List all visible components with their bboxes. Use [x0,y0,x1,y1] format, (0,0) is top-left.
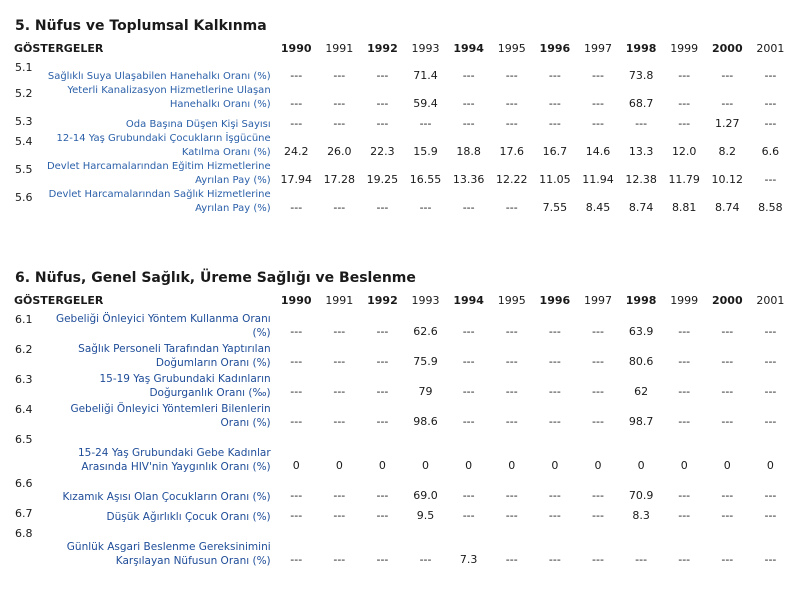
indicator-row-6-4 [12,400,792,430]
indicator-number: 6.7 [15,507,33,520]
value-cell-2001: --- [764,553,777,566]
indicator-row-6-5 [12,430,792,474]
value-cell-2001: --- [764,385,777,398]
value-cell-1991: --- [333,325,346,338]
value-cell-2000: --- [721,385,734,398]
value-cell-2000: --- [721,69,734,82]
header-row [12,291,792,310]
value-cell-1998: 12.38 [625,173,657,186]
value-cell-1998: 0 [637,459,645,472]
value-cell-2000: --- [721,325,734,338]
value-cell-1994: 0 [465,459,473,472]
value-cell-1999: --- [678,415,691,428]
value-cell-1995: --- [505,553,518,566]
value-cell-1993: 98.6 [413,415,438,428]
value-cell-1997: --- [592,117,604,130]
indicator-number: 5.2 [15,87,33,100]
value-cell-1992: --- [376,117,389,130]
value-cell-1996: --- [548,97,561,110]
indicator-row-5-4 [12,132,792,160]
value-cell-1993: 75.9 [413,355,438,368]
year-header-2001: 2001 [756,294,785,307]
value-cell-1990: --- [290,415,303,428]
indicator-label: Gebeliği Önleyici Yöntem Kullanma Oranı (%) [55,313,271,339]
value-cell-2001: 8.58 [758,201,783,214]
value-cell-1994: --- [462,385,475,398]
value-cell-1991: --- [333,489,346,502]
year-header-1998: 1998 [625,42,657,55]
value-cell-1991: 0 [335,459,343,472]
value-cell-1993: 16.55 [409,173,442,186]
value-cell-1995: --- [505,509,518,522]
year-header-1990: 1990 [280,294,312,307]
value-cell-1992: --- [376,201,389,214]
value-cell-1992: 19.25 [366,173,399,186]
indicator-row-5-3 [12,112,792,132]
value-cell-1993: 69.0 [413,489,438,502]
value-cell-1992: --- [376,355,389,368]
section-5-table [12,39,792,216]
indicator-label: 15-19 Yaş Grubundaki Kadınların Doğurganlık Oranı (‰) [99,373,271,399]
indicator-row-5-1 [12,58,792,84]
value-cell-1997: 8.45 [585,201,611,214]
value-cell-2001: --- [764,117,777,130]
year-header-1993: 1993 [411,42,440,55]
indicator-row-6-6 [12,474,792,504]
value-cell-1990: --- [290,117,303,130]
year-header-1997: 1997 [583,294,612,307]
indicator-number: 6.4 [15,403,33,416]
value-cell-1995: --- [505,201,518,214]
year-header-1993: 1993 [411,294,440,307]
value-cell-1992: --- [376,509,389,522]
value-cell-1993: --- [419,117,432,130]
value-cell-1990: 24.2 [283,145,309,158]
indicators-header: GÖSTERGELER [14,294,104,307]
value-cell-1998: --- [635,117,648,130]
value-cell-1998: 62 [634,385,649,398]
value-cell-1993: --- [419,201,432,214]
indicator-label: Gebeliği Önleyici Yöntemleri Bilenlerin Oranı (%) [70,403,271,429]
indicator-number: 5.1 [15,61,33,74]
value-cell-1996: --- [548,415,561,428]
value-cell-1991: --- [333,415,346,428]
value-cell-2000: 0 [723,459,731,472]
value-cell-1996: 7.55 [542,201,568,214]
value-cell-1995: --- [505,117,518,130]
value-cell-1990: 17.94 [280,173,312,186]
value-cell-1990: --- [290,325,303,338]
value-cell-1995: --- [505,325,518,338]
value-cell-1990: --- [290,489,303,502]
indicator-number: 5.6 [15,191,33,204]
value-cell-1996: 0 [551,459,559,472]
indicator-label: Yeterli Kanalizasyon Hizmetlerine Ulaşan Hanehalkı Oranı (%) [67,85,271,110]
value-cell-1993: 0 [422,459,430,472]
value-cell-1991: 17.28 [323,173,356,186]
value-cell-1998: 98.7 [628,415,654,428]
value-cell-1993: 15.9 [413,145,438,158]
value-cell-1994: --- [462,97,475,110]
year-header-1995: 1995 [497,294,526,307]
value-cell-1994: 7.3 [459,553,478,566]
value-cell-1991: --- [333,201,346,214]
year-header-1992: 1992 [367,42,398,55]
value-cell-2000: 1.27 [715,117,740,130]
value-cell-1994: --- [462,509,475,522]
indicator-label: Sağlıklı Suya Ulaşabilen Hanehalkı Oranı (%) [47,71,271,82]
value-cell-1999: --- [678,385,691,398]
value-cell-1993: 9.5 [416,509,435,522]
indicator-number: 6.3 [15,373,33,386]
year-header-1998: 1998 [625,294,657,307]
value-cell-1996: --- [548,385,561,398]
value-cell-1990: 0 [292,459,300,472]
value-cell-1993: --- [419,553,432,566]
value-cell-1995: 17.6 [499,145,524,158]
value-cell-1993: 62.6 [413,325,438,338]
value-cell-1991: --- [333,553,346,566]
value-cell-1996: --- [548,489,561,502]
value-cell-1997: --- [592,355,604,368]
value-cell-1991: --- [333,355,346,368]
value-cell-1994: --- [462,325,475,338]
value-cell-1999: --- [678,97,691,110]
value-cell-1996: 16.7 [542,145,568,158]
value-cell-2001: --- [764,415,777,428]
indicator-label: 12-14 Yaş Grubundaki Çocukların İşgücüne Katılma Oranı (%) [56,133,271,158]
value-cell-2001: --- [764,97,777,110]
indicator-row-5-5 [12,160,792,188]
value-cell-1991: --- [333,69,346,82]
value-cell-1995: 12.22 [496,173,528,186]
indicator-number: 6.2 [15,343,33,356]
value-cell-1999: 11.79 [668,173,700,186]
indicator-label: Düşük Ağırlıklı Çocuk Oranı (%) [106,511,271,523]
value-cell-2000: 10.12 [711,173,744,186]
value-cell-1998: 73.8 [628,69,654,82]
value-cell-1992: --- [376,553,389,566]
value-cell-1994: --- [462,117,475,130]
value-cell-1994: --- [462,201,475,214]
value-cell-2001: --- [764,325,777,338]
year-header-1990: 1990 [280,42,312,55]
value-cell-1996: --- [548,553,561,566]
value-cell-1991: --- [333,385,346,398]
indicator-row-5-2 [12,84,792,112]
value-cell-1998: 8.74 [628,201,654,214]
value-cell-1999: --- [678,553,691,566]
value-cell-1999: 12.0 [671,145,697,158]
value-cell-1993: 59.4 [413,97,438,110]
indicator-row-6-8 [12,524,792,568]
value-cell-1997: --- [592,553,604,566]
year-header-1999: 1999 [670,42,699,55]
value-cell-1991: --- [333,509,346,522]
value-cell-1991: 26.0 [327,145,352,158]
value-cell-1992: --- [376,97,389,110]
header-row [12,39,792,58]
year-header-1991: 1991 [325,42,354,55]
value-cell-1990: --- [290,69,303,82]
value-cell-1998: 68.7 [628,97,654,110]
value-cell-2001: --- [764,509,777,522]
year-header-1992: 1992 [367,294,398,307]
indicator-number: 6.6 [15,477,33,490]
value-cell-1990: --- [290,201,303,214]
value-cell-1997: --- [592,489,604,502]
value-cell-1997: --- [592,69,604,82]
indicator-number: 5.3 [15,115,33,128]
value-cell-1994: --- [462,69,475,82]
value-cell-2000: --- [721,489,734,502]
value-cell-2000: 8.2 [718,145,737,158]
value-cell-1999: --- [678,69,691,82]
value-cell-1991: --- [333,117,346,130]
value-cell-1992: 22.3 [370,145,395,158]
value-cell-1992: --- [376,489,389,502]
year-header-2000: 2000 [711,42,743,55]
value-cell-1999: 8.81 [671,201,697,214]
indicators-header: GÖSTERGELER [14,42,104,55]
value-cell-1999: --- [678,355,691,368]
value-cell-1998: --- [635,553,648,566]
value-cell-1996: --- [548,355,561,368]
value-cell-1998: 63.9 [628,325,654,338]
value-cell-1997: --- [592,509,604,522]
value-cell-2000: 8.74 [715,201,740,214]
value-cell-1997: --- [592,97,604,110]
value-cell-1997: 0 [594,459,602,472]
value-cell-1993: 71.4 [413,69,438,82]
value-cell-1991: --- [333,97,346,110]
year-header-1996: 1996 [539,42,571,55]
indicator-row-6-3 [12,370,792,400]
indicator-label: Günlük Asgari Beslenme Gereksinimini Karşılayan Nüfusun Oranı (%) [66,541,271,567]
indicator-label: Oda Başına Düşen Kişi Sayısı [125,119,271,130]
value-cell-1995: --- [505,69,518,82]
value-cell-1994: 13.36 [452,173,485,186]
value-cell-1996: 11.05 [539,173,571,186]
value-cell-1995: --- [505,97,518,110]
value-cell-1998: 8.3 [632,509,650,522]
value-cell-1996: --- [548,117,561,130]
section-5-title: 5. Nüfus ve Toplumsal Kalkınma [15,18,267,34]
value-cell-1998: 80.6 [628,355,654,368]
value-cell-1998: 70.9 [628,489,654,502]
value-cell-1998: 13.3 [628,145,654,158]
value-cell-1992: --- [376,69,389,82]
value-cell-1997: 14.6 [585,145,611,158]
value-cell-1999: 0 [680,459,688,472]
value-cell-1999: --- [678,489,691,502]
value-cell-1993: 79 [418,385,433,398]
year-header-2000: 2000 [711,294,743,307]
year-header-1991: 1991 [325,294,354,307]
value-cell-2001: 6.6 [761,145,780,158]
value-cell-1994: --- [462,355,475,368]
section-6-title: 6. Nüfus, Genel Sağlık, Üreme Sağlığı ve Beslenme [15,270,416,286]
value-cell-2001: 0 [766,459,774,472]
value-cell-1995: --- [505,385,518,398]
indicator-number: 5.5 [15,163,33,176]
indicator-number: 5.4 [15,135,33,148]
year-header-2001: 2001 [756,42,785,55]
value-cell-2000: --- [721,97,734,110]
value-cell-1996: --- [548,509,561,522]
indicator-number: 6.1 [15,313,33,326]
indicator-label: Sağlık Personeli Tarafından Yaptırılan Doğumların Oranı (%) [78,343,271,369]
indicator-label: 15-24 Yaş Grubundaki Gebe Kadınlar Arasında HIV'nin Yaygınlık Oranı (%) [77,447,271,473]
value-cell-1992: --- [376,415,389,428]
year-header-1999: 1999 [670,294,699,307]
indicator-row-6-2 [12,340,792,370]
indicator-row-6-1 [12,310,792,340]
value-cell-1995: --- [505,489,518,502]
value-cell-2000: --- [721,509,734,522]
value-cell-1994: --- [462,489,475,502]
indicator-label: Devlet Harcamalarından Sağlık Hizmetlerine Ayrılan Pay (%) [48,189,271,214]
indicator-label: Devlet Harcamalarından Eğitim Hizmetlerine Ayrılan Pay (%) [46,161,271,186]
value-cell-1990: --- [290,355,303,368]
value-cell-1999: --- [678,325,691,338]
year-header-1996: 1996 [539,294,571,307]
value-cell-2000: --- [721,553,734,566]
value-cell-1990: --- [290,509,303,522]
value-cell-1997: 11.94 [582,173,614,186]
value-cell-2001: --- [764,173,777,186]
value-cell-1992: 0 [378,459,386,472]
value-cell-2000: --- [721,355,734,368]
value-cell-1992: --- [376,385,389,398]
indicator-row-6-7 [12,504,792,524]
value-cell-1990: --- [290,553,303,566]
value-cell-1996: --- [548,325,561,338]
year-header-1994: 1994 [453,294,484,307]
value-cell-1999: --- [678,117,691,130]
value-cell-1995: --- [505,355,518,368]
value-cell-1995: --- [505,415,518,428]
indicator-number: 6.8 [15,527,33,540]
indicator-row-5-6 [12,188,792,216]
value-cell-1995: 0 [508,459,516,472]
value-cell-2001: --- [764,69,777,82]
value-cell-1997: --- [592,415,604,428]
value-cell-1994: --- [462,415,475,428]
value-cell-1997: --- [592,325,604,338]
value-cell-1992: --- [376,325,389,338]
value-cell-1990: --- [290,97,303,110]
value-cell-2000: --- [721,415,734,428]
value-cell-1990: --- [290,385,303,398]
value-cell-1999: --- [678,509,691,522]
indicator-label: Kızamık Aşısı Olan Çocukların Oranı (%) [62,491,271,503]
value-cell-1994: 18.8 [456,145,481,158]
year-header-1995: 1995 [497,42,526,55]
value-cell-1996: --- [548,69,561,82]
value-cell-2001: --- [764,355,777,368]
value-cell-1997: --- [592,385,604,398]
section-6-table [12,291,792,568]
year-header-1997: 1997 [583,42,612,55]
value-cell-2001: --- [764,489,777,502]
year-header-1994: 1994 [453,42,484,55]
indicator-number: 6.5 [15,433,33,446]
